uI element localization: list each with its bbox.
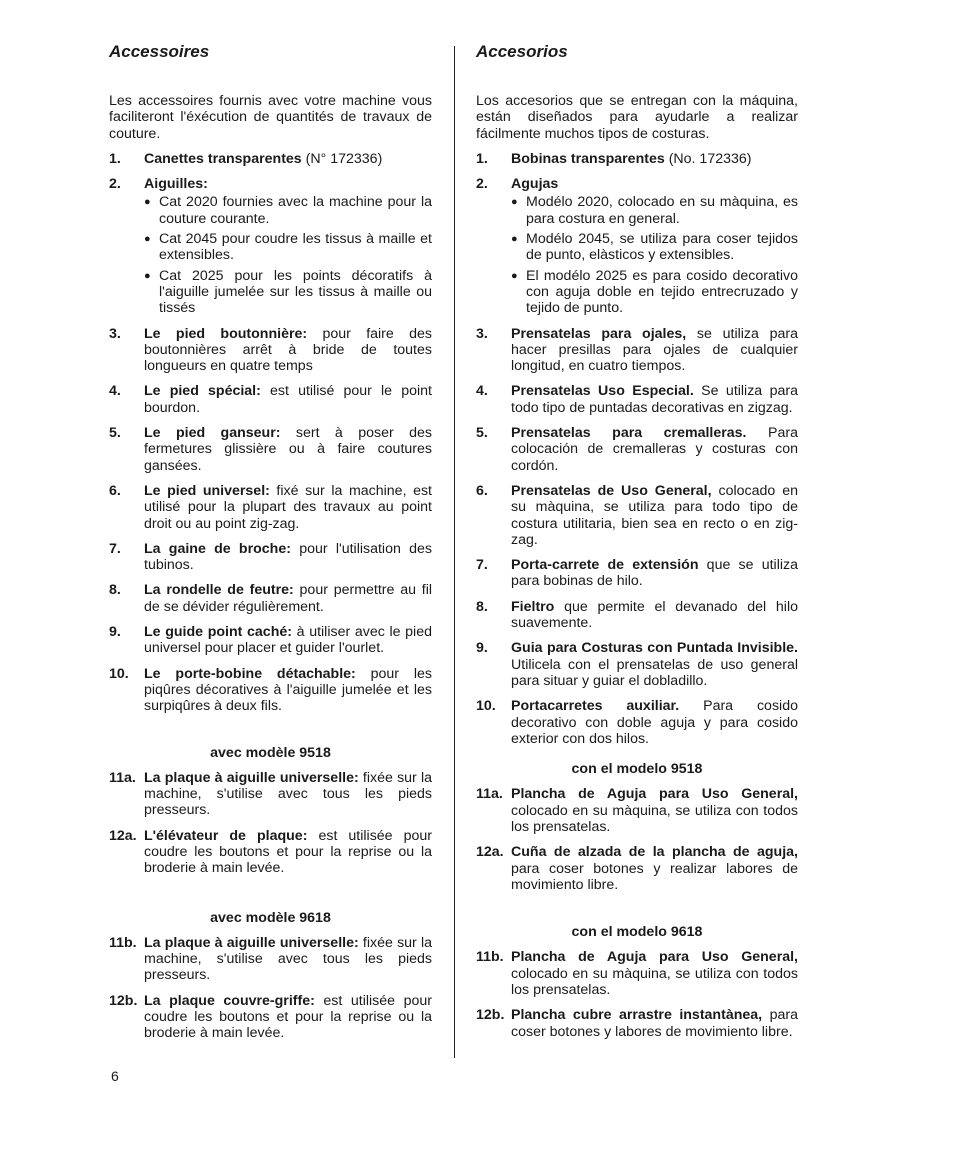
item-description: fixé sur la machine, est utilisé pour la plupart des travaux au point droit ou au point zig-zag. [144,482,432,532]
item-description: Se utiliza para todo tipo de puntadas decorativas en zigzag. [511,383,798,416]
item-number: 1. [476,150,488,167]
item-term: Canettes transparentes [144,150,302,167]
item-term: Plancha de Aguja para Uso General, [511,949,798,966]
list-item [476,557,798,590]
item-description: pour l'utilisation des tubinos. [144,540,432,574]
item-description: sert à poser des fermetures glissière ou à faire coutures gansées. [144,425,432,474]
french-heading-9618: avec modèle 9618 [210,909,331,926]
item-term: Aiguilles: [144,176,208,193]
spanish-intro: Los accesorios que se entregan con la máquina, están diseñados para ayudarle a realizar fácilmente muchos tipos de costuras. [476,93,798,142]
item-term: Plancha cubre arrastre instantànea, [511,1007,763,1024]
item-number: 12b. [109,992,138,1009]
list-item [109,624,432,657]
list-item [476,640,798,689]
item-description: à utiliser avec le pied universel pour placer et guider l'ourlet. [144,624,432,657]
item-description: Para cosido decorativo con doble aguja y para cosido exterior con dos hilos. [511,698,798,747]
list-item [476,949,798,998]
item-term: Portacarretes auxiliar. [511,698,680,715]
french-column [109,42,432,1051]
bullet-item: ● Cat 2020 fournies avec la machine pour la couture courante. [144,194,432,227]
item-description: que permite el devanado del hilo suavemente. [511,598,798,632]
item-number: 9. [109,624,121,641]
list-item [109,828,432,877]
item-term: L'élévateur de plaque: [144,827,308,844]
item-number: 1. [109,150,121,167]
item-description: (No. 172336) [664,150,752,167]
item-number: 12a. [476,844,504,861]
bullet-item: ● El modélo 2025 es para cosido decorativo con aguja doble en tejido entrecruzado y tejido de punto. [511,268,798,317]
item-term: Agujas [511,176,559,193]
spanish-items-9618 [476,949,798,1039]
item-description: fixée sur la machine, s'utilise avec tous les pieds presseurs. [144,769,433,819]
spanish-heading-9518: con el modelo 9518 [571,761,703,778]
item-number: 12b. [476,1007,505,1024]
item-number: 9. [476,640,488,657]
item-number: 8. [109,582,121,599]
item-number: 2. [476,176,488,193]
spanish-heading-9618: con el modelo 9618 [571,924,703,941]
item-description: pour les piqûres décoratives à l'aiguille jumelée et les surpiqûres à deux fils. [144,665,432,715]
item-description: para coser botones y realizar labores de movimiento libre. [511,860,798,893]
item-description: Utilicela con el prensatelas de uso general para situar y guiar el dobladillo. [511,656,798,689]
item-description: est utilisée pour coudre les boutons et pour la reprise ou la broderie à main levée. [144,827,433,877]
page-number: 6 [111,1068,119,1084]
list-item [476,599,798,632]
item-description: pour permettre au fil de se dévider régulièrement. [144,582,432,615]
list-item [476,326,798,375]
item-term: Bobinas transparentes [511,150,665,167]
list-item [109,993,432,1042]
list-item [109,425,432,474]
item-term: Le pied universel: [144,482,270,499]
item-number: 5. [109,425,121,442]
spanish-items-9518 [476,786,798,893]
item-description: que se utiliza para bobinas de hilo. [511,557,798,590]
list-item [109,582,432,615]
item-number: 7. [476,557,488,574]
item-description: est utilisé pour le point bourdon. [144,383,432,416]
list-item [109,151,432,167]
bullet-item: ● Modélo 2020, colocado en su màquina, es para costura en general. [511,194,798,227]
item-term: Le pied spécial: [144,383,261,400]
item-term: Prensatelas para cremalleras. [511,425,747,442]
list-item [109,541,432,574]
list-item [476,425,798,474]
list-item [109,483,432,532]
item-term: La gaine de broche: [144,540,291,557]
item-number: 3. [476,325,488,342]
bullet-item: ● Cat 2045 pour coudre les tissus à maille et extensibles. [144,231,432,264]
item-description: colocado en su màquina, se utiliza para todo tipo de costura utilitaria, bien sea en recto o en zig-zag. [511,482,798,548]
item-description: para coser botones y labores de movimiento libre. [511,1007,798,1040]
list-item [476,176,798,316]
item-description: fixée sur la machine, s'utilise avec tous les pieds presseurs. [144,934,433,984]
item-description: (N° 172336) [301,150,383,167]
item-description: colocado en su màquina, se utiliza con todos los prensatelas. [511,965,798,999]
item-description: se utiliza para hacer presillas para ojales de cualquier longitud, en cuatro tiempos. [511,325,798,375]
item-term: Guia para Costuras con Puntada Invisible. [511,640,798,657]
item-number: 4. [476,383,488,400]
item-term: Porta-carrete de extensión [511,557,699,574]
item-number: 6. [476,482,488,499]
item-term: Prensatelas Uso Especial. [511,383,694,400]
item-number: 11a. [109,769,136,786]
spanish-items [476,151,798,747]
french-items-9518 [109,770,432,877]
item-description: est utilisée pour coudre les boutons et pour la reprise ou la broderie à main levée. [144,992,433,1042]
item-term: La plaque à aiguille universelle: [144,769,359,786]
item-number: 10. [109,665,129,682]
item-number: 7. [109,540,121,557]
item-number: 12a. [109,827,137,844]
item-number: 11b. [109,934,137,951]
item-number: 11a. [476,786,503,803]
item-term: Prensatelas de Uso General, [511,482,712,499]
bullet-item: ● Modélo 2045, se utiliza para coser tejidos de punto, elàsticos y extensibles. [511,231,798,264]
item-number: 4. [109,383,121,400]
french-items [109,151,432,715]
list-item [476,1007,798,1040]
column-divider [454,46,455,1058]
item-term: Cuña de alzada de la plancha de aguja, [511,844,798,861]
french-intro: Les accessoires fournis avec votre machine vous faciliteront l'éxécution de quantités de travaux de couture. [109,93,432,142]
item-number: 3. [109,325,121,342]
item-term: La plaque couvre-griffe: [144,992,315,1009]
item-term: Plancha de Aguja para Uso General, [511,786,798,803]
list-item [476,483,798,548]
item-description: colocado en su màquina, se utiliza con todos los prensatelas. [511,802,798,835]
list-item [109,176,432,316]
item-description: pour faire des boutonnières arrêt à bride de toutes longueurs en quatre temps [144,325,433,375]
spanish-title: Accesorios [476,42,568,61]
item-term: La rondelle de feutre: [144,582,294,599]
item-term: Le pied boutonnière: [144,325,308,342]
french-title: Accessoires [109,42,210,61]
list-item [476,844,798,893]
list-item [109,383,432,416]
item-term: La plaque à aiguille universelle: [144,934,359,951]
item-number: 11b. [476,949,504,966]
item-term: Prensatelas para ojales, [511,325,687,342]
list-item [476,698,798,747]
item-number: 6. [109,482,121,499]
item-number: 5. [476,425,488,442]
list-item [476,151,798,167]
spanish-column [476,42,798,1049]
list-item [476,383,798,416]
item-term: Le guide point caché: [144,624,292,641]
item-number: 8. [476,598,488,615]
list-item [109,326,432,375]
list-item [109,666,432,715]
list-item [109,770,432,819]
item-description: Para colocación de cremalleras y costuras con cordón. [511,425,798,474]
item-number: 10. [476,698,496,715]
list-item [109,935,432,984]
bullet-item: ● Cat 2025 pour les points décoratifs à l'aiguille jumelée sur les tissus à maille ou tissés [144,268,432,317]
french-heading-9518: avec modèle 9518 [210,744,331,761]
item-term: Le porte-bobine détachable: [144,665,356,682]
french-items-9618 [109,935,432,1042]
list-item [476,786,798,835]
item-term: Fieltro [511,598,555,615]
item-term: Le pied ganseur: [144,425,281,442]
item-number: 2. [109,176,121,193]
